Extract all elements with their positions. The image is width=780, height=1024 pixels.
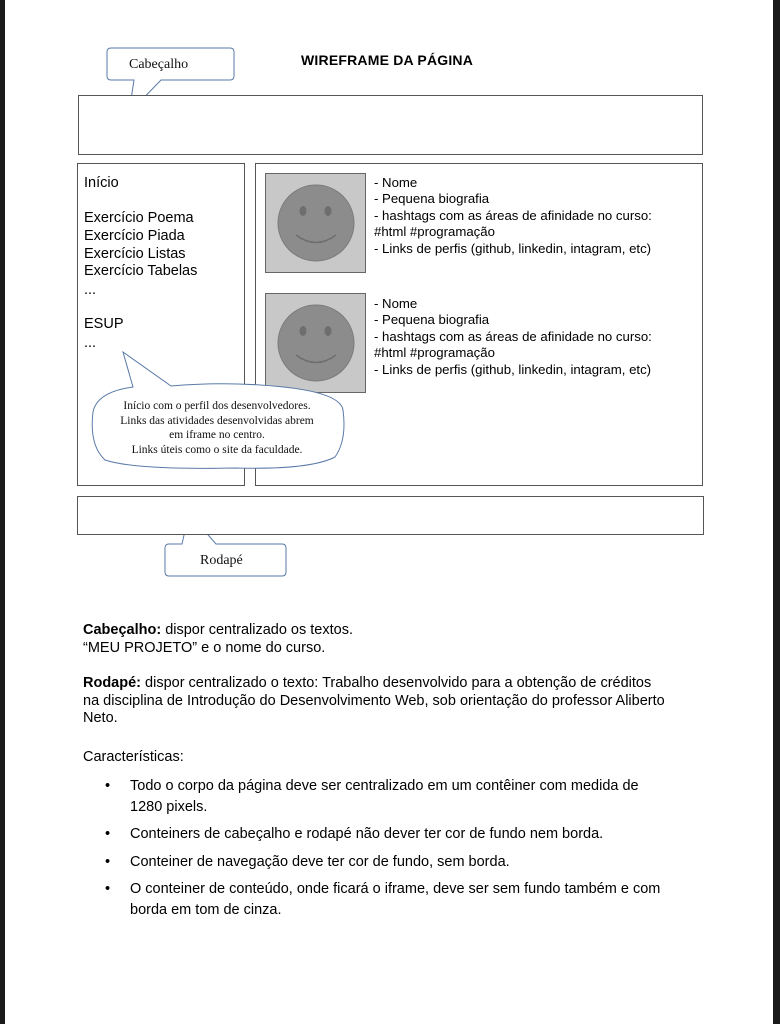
list-item-line: 1280 pixels. bbox=[130, 798, 208, 815]
bullet-dot: • bbox=[105, 826, 111, 842]
header-callout-label: Cabeçalho bbox=[129, 57, 189, 72]
document-page bbox=[5, 0, 773, 1024]
list-item bbox=[105, 852, 705, 873]
profile-line: - Pequena biografia bbox=[374, 312, 490, 328]
rodape-label: Rodapé: bbox=[83, 675, 141, 691]
profile-line: #html #programação bbox=[374, 224, 495, 240]
nav-item-piada[interactable]: Exercício Piada bbox=[84, 228, 185, 244]
callout-line: Links das atividades desenvolvidas abrem bbox=[120, 414, 314, 427]
list-item bbox=[105, 776, 705, 817]
profile-line: - Links de perfis (github, linkedin, intagram, etc) bbox=[374, 361, 652, 377]
wireframe-title: WIREFRAME DA PÁGINA bbox=[301, 52, 474, 68]
callout-line: Início com o perfil dos desenvolvedores. bbox=[123, 400, 311, 412]
callout-line: em iframe no centro. bbox=[169, 429, 265, 441]
profile-line: - Links de perfis (github, linkedin, intagram, etc) bbox=[374, 240, 652, 256]
rodape-paragraph bbox=[83, 675, 665, 728]
nav-item-listas[interactable]: Exercício Listas bbox=[84, 246, 186, 262]
cabecalho-label: Cabeçalho: bbox=[83, 622, 162, 638]
nav-ellipsis: ... bbox=[84, 282, 97, 298]
list-item bbox=[105, 824, 705, 845]
bullet-dot: • bbox=[105, 881, 111, 897]
bullet-dot: • bbox=[105, 778, 111, 794]
list-item-line: Conteiner de navegação deve ter cor de fundo, sem borda. bbox=[130, 853, 510, 870]
nav-item-poema[interactable]: Exercício Poema bbox=[84, 210, 194, 226]
rodape-line2: na disciplina de Introdução do Desenvolvimento Web, sob orientação do professor Aliberto bbox=[83, 692, 665, 709]
bullet-dot: • bbox=[105, 853, 111, 870]
cabecalho-line2: “MEU PROJETO” e o nome do curso. bbox=[83, 639, 326, 656]
footer-callout-label: Rodapé bbox=[200, 553, 243, 568]
caracteristicas-heading: Características: bbox=[83, 749, 184, 765]
rodape-text: dispor centralizado o texto: Trabalho desenvolvido para a obtenção de créditos bbox=[141, 675, 652, 691]
rodape-line3: Neto. bbox=[83, 710, 118, 726]
list-item-line: Conteiners de cabeçalho e rodapé não dever ter cor de fundo nem borda. bbox=[130, 826, 604, 842]
cabecalho-paragraph bbox=[83, 622, 353, 657]
list-item-line: O conteiner de conteúdo, onde ficará o iframe, deve ser sem fundo também e com bbox=[130, 881, 661, 897]
list-item-line: borda em tom de cinza. bbox=[130, 901, 282, 918]
footer-container bbox=[77, 496, 704, 535]
profile-line: - Nome bbox=[374, 175, 418, 190]
nav-item-inicio[interactable]: Início bbox=[84, 175, 119, 191]
nav-item-tabelas[interactable]: Exercício Tabelas bbox=[84, 263, 198, 279]
list-item bbox=[105, 879, 705, 920]
nav-ellipsis: ... bbox=[84, 335, 97, 351]
profile-line: - hashtags com as áreas de afinidade no curso: bbox=[374, 207, 652, 223]
nav-callout-text bbox=[97, 399, 337, 457]
nav-item-esup[interactable]: ESUP bbox=[84, 316, 124, 332]
callout-line: Links úteis como o site da faculdade. bbox=[131, 443, 303, 456]
list-item-line: Todo o corpo da página deve ser centralizado em um contêiner com medida de bbox=[130, 778, 639, 794]
caracteristicas-list bbox=[105, 776, 705, 927]
cabecalho-text: dispor centralizado os textos. bbox=[161, 622, 353, 638]
profile-line: - Pequena biografia bbox=[374, 191, 490, 207]
profile-line: - Nome bbox=[374, 296, 418, 311]
profile-line: - hashtags com as áreas de afinidade no curso: bbox=[374, 328, 652, 344]
profile-line: #html #programação bbox=[374, 345, 495, 361]
